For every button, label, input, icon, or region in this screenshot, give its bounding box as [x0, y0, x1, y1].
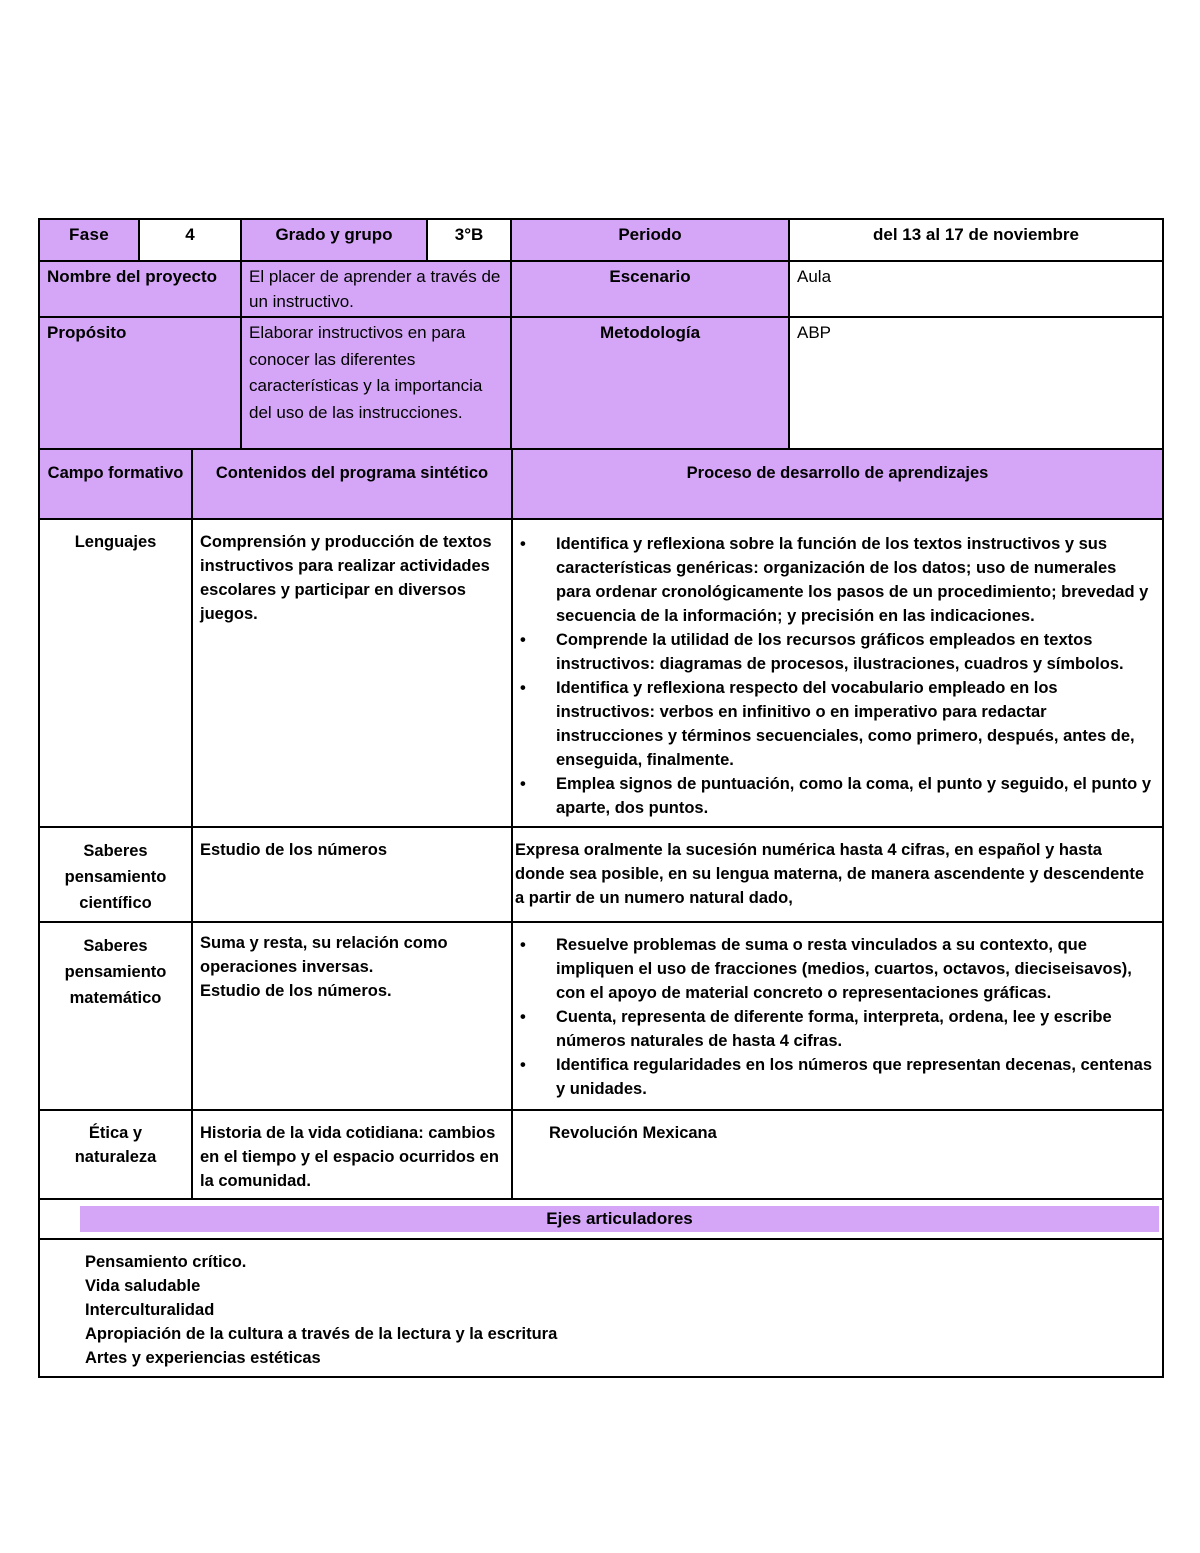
escenario-label: Escenario [511, 261, 789, 317]
list-item: • Resuelve problemas de suma o resta vinculados a su contexto, que impliquen el uso de fracciones (medios, cuartos, octavos, dieciseisavos), con el apoyo de material concreto o representaciones gráficas. [556, 933, 1155, 1005]
proceso-list-lenguajes [520, 532, 1155, 820]
list-item: Pensamiento crítico. [85, 1253, 247, 1271]
periodo-label: Periodo [511, 219, 789, 261]
contenido-pensamiento-cientifico: Estudio de los números [192, 827, 512, 922]
periodo-value: del 13 al 17 de noviembre [789, 219, 1163, 261]
contenido-lenguajes: Comprensión y producción de textos instructivos para realizar actividades escolares y participar en diversos juegos. [192, 519, 512, 827]
learning-table [38, 448, 1164, 1378]
list-item: • Emplea signos de puntuación, como la coma, el punto y seguido, el punto y aparte, dos puntos. [556, 772, 1155, 820]
table-row [39, 519, 1163, 827]
grado-label: Grado y grupo [241, 219, 427, 261]
contenido-line: Estudio de los números. [200, 982, 392, 1000]
list-item: • Identifica y reflexiona respecto del vocabulario empleado en los instructivos: verbos en infinitivo o en imperativo para redactar instrucciones y términos secuenciales, como primero, después, antes de, enseguida, finalmente. [556, 676, 1155, 772]
proceso-pensamiento-cientifico: Expresa oralmente la sucesión numérica hasta 4 cifras, en español y hasta donde sea posible, en su lengua materna, de manera ascendente y descendente a partir de un numero natural dado, [512, 827, 1163, 922]
planning-document [38, 218, 1162, 1378]
table-row [39, 827, 1163, 922]
list-item: Apropiación de la cultura a través de la lectura y la escritura [85, 1325, 558, 1343]
list-item: • Cuenta, representa de diferente forma, interpreta, ordena, lee y escribe números naturales de hasta 4 cifras. [556, 1005, 1155, 1053]
metodologia-label: Metodología [511, 317, 789, 449]
col-contenidos: Contenidos del programa sintético [192, 449, 512, 519]
contenido-etica-naturaleza: Historia de la vida cotidiana: cambios en el tiempo y el espacio ocurridos en la comunidad. [192, 1110, 512, 1199]
campo-lenguajes: Lenguajes [39, 519, 192, 827]
table-row [39, 1110, 1163, 1199]
list-item: Artes y experiencias estéticas [85, 1349, 321, 1367]
col-proceso: Proceso de desarrollo de aprendizajes [512, 449, 1163, 519]
nombre-label: Nombre del proyecto [39, 261, 241, 317]
grado-value: 3°B [427, 219, 511, 261]
escenario-value: Aula [789, 261, 1163, 317]
project-header-table [38, 218, 1164, 450]
list-item: Interculturalidad [85, 1301, 215, 1319]
campo-pensamiento-cientifico: Saberes pensamiento científico [39, 827, 192, 922]
list-item: Vida saludable [85, 1277, 201, 1295]
proposito-value: Elaborar instructivos en para conocer las diferentes características y la importancia del uso de las instrucciones. [241, 317, 511, 449]
contenido-line: Suma y resta, su relación como operaciones inversas. [200, 934, 448, 976]
nombre-value: El placer de aprender a través de un instructivo. [241, 261, 511, 317]
contenido-pensamiento-matematico [192, 922, 512, 1110]
proceso-list-matematico [520, 933, 1155, 1101]
campo-etica-naturaleza: Ética y naturaleza [39, 1110, 192, 1199]
proposito-label: Propósito [39, 317, 241, 449]
campo-pensamiento-matematico: Saberes pensamiento matemático [39, 922, 192, 1110]
metodologia-value: ABP [789, 317, 1163, 449]
list-item: • Identifica y reflexiona sobre la función de los textos instructivos y sus características genéricas: organización de los datos; uso de numerales para ordenar cronológicamente los pasos de un procedimiento; brevedad y secuencia de la información; y precisión en las indicaciones. [556, 532, 1155, 628]
list-item: • Identifica regularidades en los números que representan decenas, centenas y unidades. [556, 1053, 1155, 1101]
list-item: • Comprende la utilidad de los recursos gráficos empleados en textos instructivos: diagramas de procesos, ilustraciones, cuadros y símbolos. [556, 628, 1155, 676]
fase-value: 4 [139, 219, 241, 261]
ejes-articuladores-title: Ejes articuladores [80, 1206, 1159, 1232]
proceso-etica-naturaleza: Revolución Mexicana [512, 1110, 1163, 1199]
fase-label: Fase [39, 219, 139, 261]
col-campo-formativo: Campo formativo [39, 449, 192, 519]
ejes-articuladores-list [40, 1240, 1162, 1376]
table-row [39, 922, 1163, 1110]
